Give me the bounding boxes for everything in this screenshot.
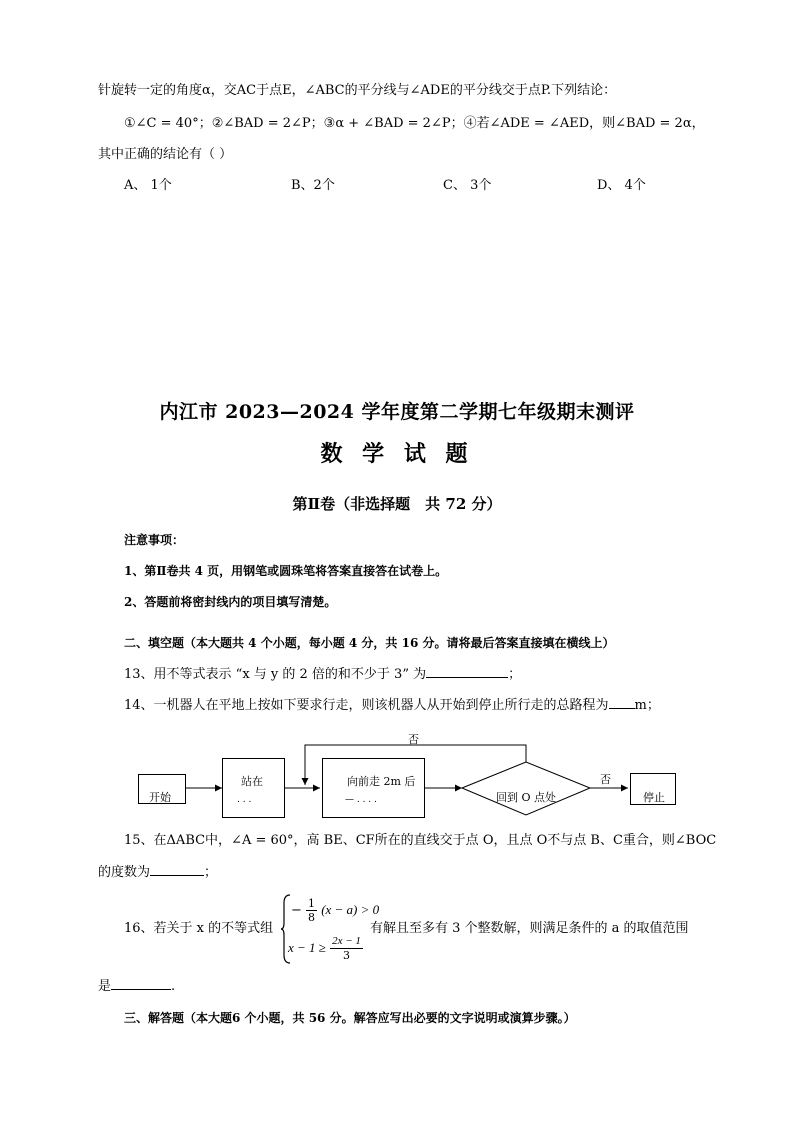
q16-frac1-num: 1 [308,897,316,910]
flow-decision-label: 回到 O 点处 [496,791,557,804]
flow-stop-box [630,773,676,805]
flow-stand-label: 站在 [241,775,263,788]
q16-frac2-den: 3 [342,949,350,962]
q16-line2 [98,977,175,996]
note-item-1: 1、第Ⅱ卷共 4 页，用钢笔或圆珠笔将答案直接答在试卷上。 [124,564,448,578]
q16-ineq2 [288,934,363,963]
q16-frac2 [330,935,363,962]
q15-answer-blank[interactable] [150,863,204,876]
q12-question: 其中正确的结论有（ ） [98,147,233,162]
q12-option-d: D、 4个 [597,178,646,193]
flow-no-right: 否 [600,773,611,786]
section3-heading: 三、解答题（本大题6 个小题，共 56 分。解答应写出必要的文字说明或演算步骤。） [124,1011,576,1025]
q16-ineq2-prefix: x − 1 ≥ [288,940,326,955]
flow-forward-label: 向前走 2m 后 [347,775,416,788]
q13-end: ； [508,667,522,682]
q16-text-c: 是 [98,979,112,994]
q15-line1: 15、在ΔABC中，∠A = 60°，高 BE、CF所在的直线交于点 O，且点 O不与点 B、C重合，则∠BOC [124,833,717,848]
flow-stand-label-2: . . . [237,795,252,805]
q15-end: ； [204,865,218,880]
q14-end: m； [634,698,660,713]
q13-text: 13、用不等式表示 “x 与 y 的 2 倍的和不少于 3” 为 [124,667,427,682]
q16-end: . [171,979,176,994]
q12-option-a: A、 1个 [124,178,172,193]
q16-ineq1 [291,896,379,925]
flow-no-top: 否 [408,733,419,746]
q12-conclusions: ①∠C = 40°；②∠BAD = 2∠P；③α + ∠BAD = 2∠P；④若∠ADE = ∠AED，则∠BAD = 2α， [124,116,705,131]
q16-answer-blank[interactable] [111,977,171,990]
q16-frac1 [306,897,317,924]
section2-heading: 二、填空题（本大题共 4 个小题，每小题 4 分，共 16 分。请将最后答案直接填在横线上） [124,636,615,650]
flow-forward-label-2: — . . . . [345,795,377,805]
q16-ineq1-rest: (x − a) > 0 [321,902,380,917]
subject-title: 数 学 试 题 [320,441,474,467]
notes-heading: 注意事项： [124,533,185,547]
q15-text: 的度数为 [98,865,151,880]
flow-start-label: 开始 [149,791,171,804]
q16-frac1-den: 8 [308,911,316,924]
q12-option-b: B、2个 [291,178,335,193]
flow-forward-box [322,758,425,818]
note-item-2: 2、答题前将密封线内的项目填写清楚。 [124,595,337,609]
flow-stop-label: 停止 [643,791,665,804]
q12-option-c: C、 3个 [443,178,492,193]
q16-text-b: 有解且至多有 3 个整数解，则满足条件的 a 的取值范围 [370,921,689,936]
q16-frac2-num: 2x − 1 [332,935,361,947]
q16-text-a: 16、若关于 x 的不等式组 [124,921,274,936]
q15-line2 [98,863,217,882]
q16-ineq1-prefix: − [291,903,302,918]
q14-text: 14、一机器人在平地上按如下要求行走，则该机器人从开始到停止所行走的总路程为 [124,698,609,713]
flow-stand-box [222,758,285,818]
q12-line1: 针旋转一定的角度α，交AC于点E，∠ABC的平分线与∠ADE的平分线交于点P.下列结论： [98,83,617,98]
flow-start-box [138,774,186,804]
exam-title: 内江市 2023—2024 学年度第二学期七年级期末测评 [159,401,635,423]
part-title: 第Ⅱ卷（非选择题 共 72 分） [292,495,502,513]
